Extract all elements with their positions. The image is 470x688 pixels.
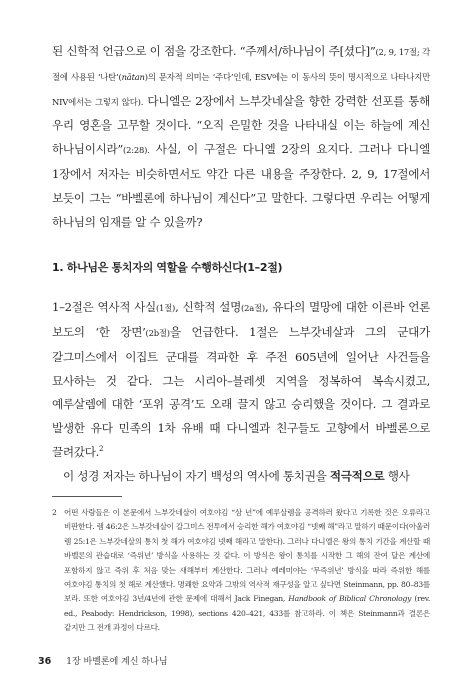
paragraph-1 (52, 40, 430, 234)
p1-text-d: 다니엘은 2장에서 느부갓네살을 향한 강력한 선포를 통해 우리 영혼을 고무할 것이다. “오직 은밀한 것을 나타내실 이는 하늘에 계신 하나님이시라” (52, 93, 430, 157)
p1-text-f: 사실, 이 구절은 다니엘 2장의 요지다. 그러나 다니엘 1장에서 저자는 비슷하면서도 약간 다른 내용을 주장한다. 2, 9, 17절에서 보듯이 그는 “바벨론에 하나님이 계신다”고 말한다. 그렇다면 우리는 어떻게 하나님의 임재를 알 수 있을까? (52, 142, 430, 229)
p1-inline-note: (2, 9, 17절; 각 절에 사용된 ‘나탄’(nātan)의 문자적 의미는 ‘주다’인데, ESV에는 이 동사의 뜻이 명시적으로 나타나지만 NIV에서는 그렇지 않다). (52, 47, 430, 107)
paragraph-3: 이 성경 저자는 하나님이 자기 백성의 역사에 통치권을 적극적으로 행사 (63, 468, 410, 483)
section-heading: 1. 하나님은 통치자의 역할을 수행하신다(1–2절) (52, 261, 283, 275)
footnote-reference[interactable]: 2 (98, 445, 104, 454)
footnote-text: 어떤 사람들은 이 본문에서 느부갓네살이 여호야김 “삼 년”에 예루살렘을 공격하러 왔다고 기록한 것은 오류라고 비판한다. 렘 46:2은 느부갓네살이 갈그미스 전투에서 승리한 해가 여호야김 “넷째 해”라고 말하기 때문이다(아울러 렘 25:1은 느부갓네살의 통치 첫 해가 여호야김 넷째 해라고 말한다). 그러나 다니엘은 왕의 통치 기간을 계산할 때 바벨론의 관습대로 ‘즉위년’ 방식을 사용하는 것 같다. 이 방식은 왕이 통치를 시작한 그 해의 잔여 달은 계산에 포함하지 않고 즉위 후 처음 맞는 새해부터 계산한다. 그러나 예레미야는 ‘무즉위년’ 방식을 따라 즉위한 해를 여호야김 통치의 첫 해로 계산했다. 명쾌한 요약과 그밖의 역사적 재구성을 알고 싶다면 Steinmann, pp. 80–83를 보라. 또한 여호야김 3년/4년에 관한 문제에 대해서 Jack Finegan, Handbook of Biblical Chronology (rev. ed., Peabody: Hendrickson, 1998), sections 420–421, 433를 참고하라. 이 책은 Steinmann과 결론은 같지만 그 전개 과정이 다르다. (64, 508, 430, 633)
main-text (52, 40, 430, 489)
footnote (52, 506, 430, 636)
footnote-divider (52, 496, 122, 497)
page-number: 36 (38, 656, 52, 667)
p1-text-a: 된 신학적 언급으로 이 점을 강조한다. “주께서/하나님이 주[셨다]” (52, 44, 376, 58)
page-footer (38, 654, 168, 667)
footnote-number: 2 (52, 508, 57, 517)
running-chapter-title: 1장 바벨론에 계신 하나님 (66, 657, 168, 667)
transliteration: nātan (121, 71, 145, 82)
book-title: Handbook of Biblical Chronology (288, 594, 412, 604)
p1-verse-ref: (2:28). (123, 145, 150, 156)
paragraph-2: 1–2절은 역사적 사실(1절), 신학적 설명(2a절), 유다의 멸망에 대한 이른바 언론 보도의 ‘한 장면’(2b절)을 언급한다. 1절은 느부갓네살과 그의 군대가 갈그미스에서 이집트 군대를 격파한 후 주전 605년에 일어난 사건들을 묘사하는 것 같다. 그는 시리아–블레셋 지역을 정복하여 복속시켰고, 예루살렘에 대한 ‘포위 공격’도 오래 끌지 않고 승리했을 것이다. 그 결과로 발생한 유다 민족의 1차 유배 때 다니엘과 친구들도 고향에서 바벨론으로 끌려갔다.$^2$ (52, 300, 431, 459)
emphasis-text: 적극적으로 (329, 468, 385, 483)
